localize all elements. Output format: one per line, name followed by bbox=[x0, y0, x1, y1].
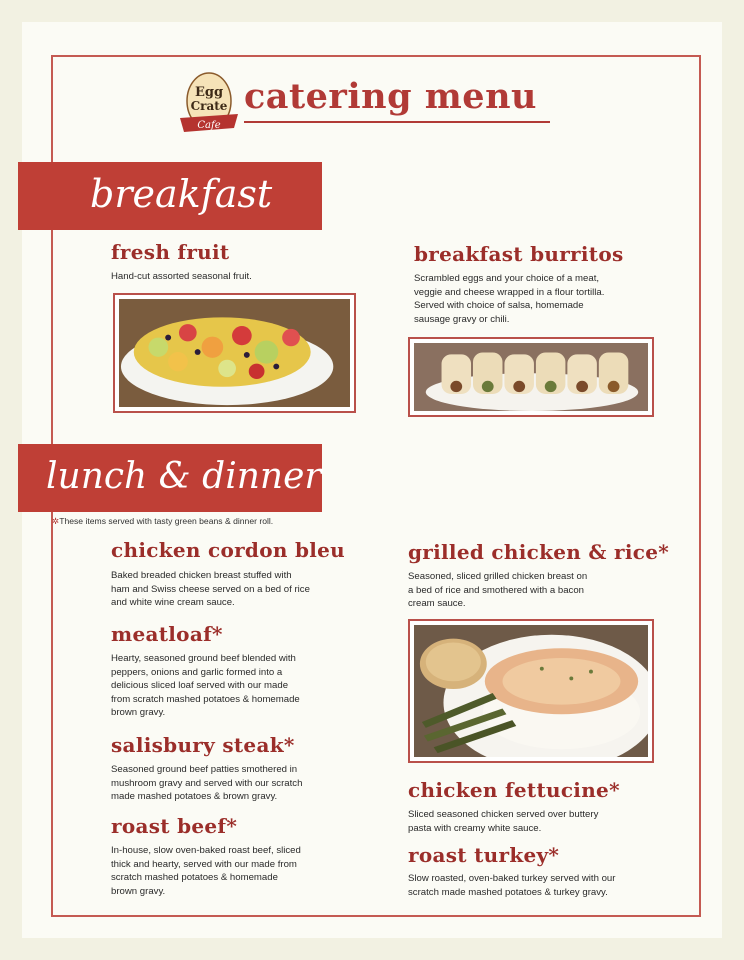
lunch-dinner-heading: lunch & dinner bbox=[46, 456, 322, 497]
item-desc-breakfast-burritos: Scrambled eggs and your choice of a meat, veggie and cheese wrapped in a flour tortilla. Served with choice of salsa, homemade sausage gravy or chili. bbox=[414, 273, 605, 325]
item-title-roast-beef: roast beef* bbox=[111, 814, 238, 838]
item-title-meatloaf: meatloaf* bbox=[111, 622, 223, 646]
grilled-chicken-rice-photo bbox=[408, 619, 654, 763]
item-desc-chicken-fettucine: Sliced seasoned chicken served over buttery pasta with creamy white sauce. bbox=[408, 809, 599, 834]
item-desc-chicken-cordon-bleu: Baked breaded chicken breast stuffed with ham and Swiss cheese served on a bed of rice and white wine cream sauce. bbox=[111, 570, 310, 608]
title-underline bbox=[244, 121, 550, 123]
svg-text:Egg: Egg bbox=[194, 85, 224, 100]
breakfast-burritos-photo bbox=[408, 337, 654, 417]
item-desc-roast-beef: In-house, slow oven-baked roast beef, sliced thick and hearty, served with our made from scratch mashed potatoes & homemade brown gravy. bbox=[111, 845, 301, 897]
item-desc-meatloaf: Hearty, seasoned ground beef blended with peppers, onions and garlic formed into a delicious sliced loaf served with our made from scratch mashed potatoes & homemade brown gravy. bbox=[111, 653, 300, 718]
svg-text:Cafe: Cafe bbox=[197, 120, 221, 131]
item-title-breakfast-burritos: breakfast burritos bbox=[414, 242, 624, 266]
breakfast-heading: breakfast bbox=[90, 172, 273, 216]
item-title-chicken-fettucine: chicken fettucine* bbox=[408, 778, 620, 802]
item-title-fresh-fruit: fresh fruit bbox=[111, 240, 230, 264]
item-desc-fresh-fruit: Hand-cut assorted seasonal fruit. bbox=[111, 271, 252, 282]
asterisk-icon: ✲ bbox=[52, 516, 60, 526]
item-title-grilled-chicken-rice: grilled chicken & rice* bbox=[408, 540, 669, 564]
item-title-salisbury-steak: salisbury steak* bbox=[111, 733, 295, 757]
item-title-chicken-cordon-bleu: chicken cordon bleu bbox=[111, 538, 346, 562]
page-title: catering menu bbox=[244, 76, 537, 117]
breakfast-banner bbox=[18, 162, 322, 230]
sides-note: ✲These items served with tasty green beans & dinner roll. bbox=[52, 516, 274, 526]
item-desc-roast-turkey: Slow roasted, oven-baked turkey served with our scratch made mashed potatoes & turkey gravy. bbox=[408, 873, 616, 898]
egg-crate-cafe-logo bbox=[178, 68, 240, 142]
item-desc-grilled-chicken-rice: Seasoned, sliced grilled chicken breast on a bed of rice and smothered with a bacon cream sauce. bbox=[408, 571, 588, 609]
lunch-dinner-banner bbox=[18, 444, 322, 512]
fresh-fruit-photo bbox=[113, 293, 356, 413]
item-title-roast-turkey: roast turkey* bbox=[408, 843, 560, 867]
svg-text:Crate: Crate bbox=[190, 99, 228, 113]
item-desc-salisbury-steak: Seasoned ground beef patties smothered in mushroom gravy and served with our scratch made mashed potatoes & brown gravy. bbox=[111, 764, 303, 802]
